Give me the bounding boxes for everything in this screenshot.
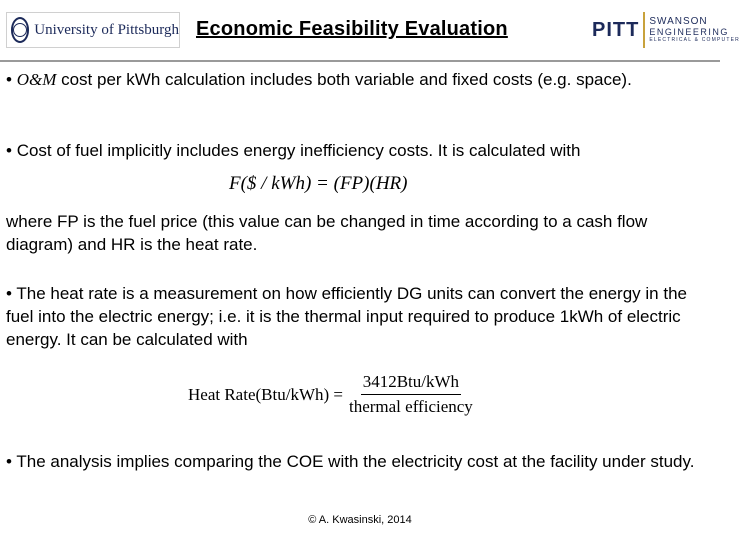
bullet-text: cost per kWh calculation includes both variable and fixed costs (e.g. space). bbox=[56, 70, 632, 89]
swanson-engineering-logo bbox=[592, 12, 740, 48]
header-divider bbox=[0, 60, 720, 62]
logo-engineering-text: ENGINEERING bbox=[649, 27, 729, 37]
slide-header bbox=[0, 0, 740, 60]
slide-title: Economic Feasibility Evaluation bbox=[196, 18, 508, 40]
bullet-marker: • bbox=[6, 70, 12, 89]
bullet-text: The analysis implies comparing the COE with the electricity cost at the facility under study. bbox=[16, 452, 695, 471]
logo-pitt-text: PITT bbox=[592, 12, 645, 48]
om-term: O&M bbox=[16, 70, 57, 89]
fuel-cost-formula: F($ / kWh) = (FP)(HR) bbox=[229, 173, 408, 194]
bullet-marker: • bbox=[6, 452, 12, 471]
bullet-om-cost bbox=[6, 68, 712, 91]
heat-rate-formula bbox=[188, 372, 473, 417]
bullet-heat-rate bbox=[6, 282, 712, 351]
university-seal-icon bbox=[11, 17, 29, 43]
logo-dept-text: ELECTRICAL & COMPUTER bbox=[649, 37, 740, 43]
bullet-marker: • bbox=[6, 141, 12, 160]
fuel-cost-explanation: where FP is the fuel price (this value can be changed in time according to a cash flow diagram) and HR is the heat rate. bbox=[6, 212, 648, 254]
formula-lhs: Heat Rate(Btu/kWh) = bbox=[188, 384, 343, 404]
bullet-analysis bbox=[6, 450, 712, 473]
bullet-marker: • bbox=[6, 284, 12, 303]
bullet-text: Cost of fuel implicitly includes energy inefficiency costs. It is calculated with bbox=[16, 141, 581, 160]
university-logo bbox=[6, 12, 180, 48]
logo-swanson-block bbox=[645, 12, 740, 48]
copyright-footer: © A. Kwasinski, 2014 bbox=[308, 514, 412, 526]
formula-numerator: 3412Btu/kWh bbox=[361, 372, 461, 395]
formula-fraction bbox=[349, 372, 473, 417]
logo-swanson-text: SWANSON bbox=[649, 16, 708, 27]
formula-denominator: thermal efficiency bbox=[348, 397, 473, 416]
bullet-fuel-cost bbox=[6, 139, 712, 162]
bullet-text: The heat rate is a measurement on how efficiently DG units can convert the energy in the fuel into the electric energy; i.e. it is the thermal input required to produce 1kWh of electric energy. It can be calculated with bbox=[6, 284, 687, 349]
university-logo-text: University of Pittsburgh bbox=[34, 21, 179, 38]
